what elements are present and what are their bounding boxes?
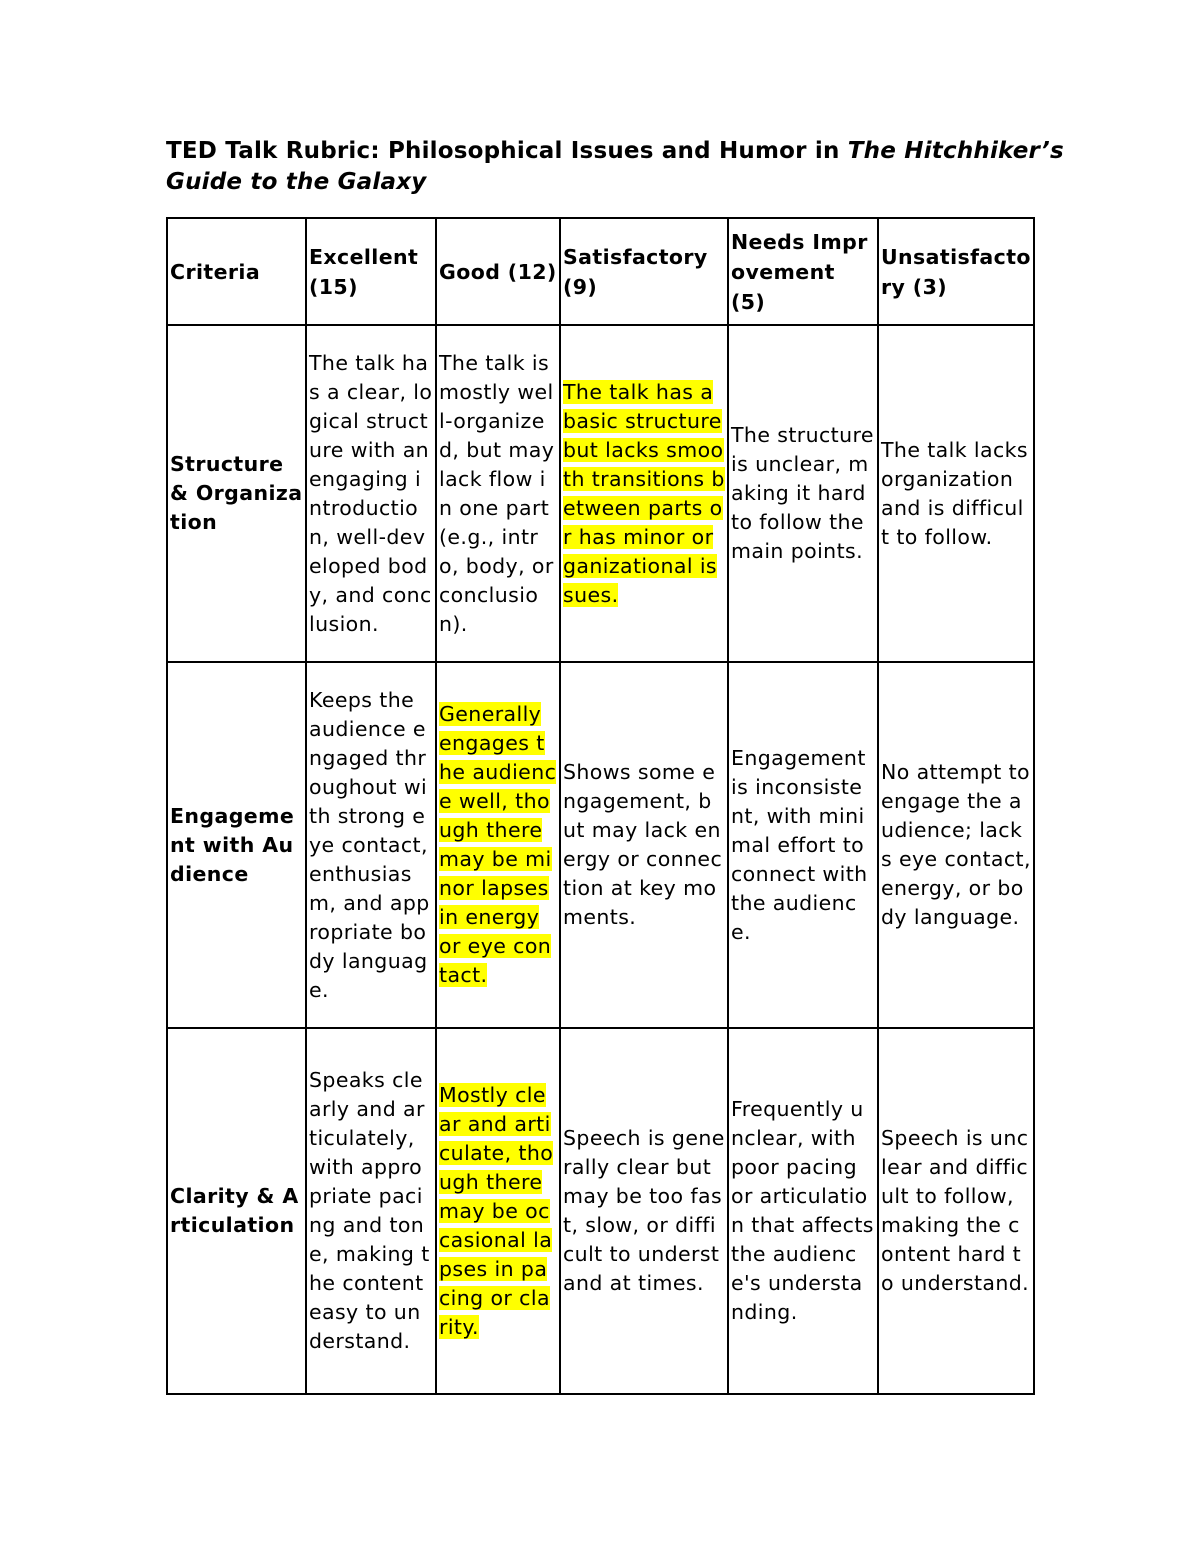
highlighted-cell-text: Generally engages the audience well, though there may be minor lapses in energy or eye contact.	[439, 702, 557, 987]
cell-unsatisfactory	[878, 662, 1034, 1028]
cell-needs-improvement	[728, 1028, 878, 1394]
cell-text: Engagement is inconsistent, with minimal effort to connect with the audience.	[731, 745, 868, 944]
cell-unsatisfactory	[878, 1028, 1034, 1394]
table-row	[167, 1028, 1034, 1394]
criterion-structure: Structure & Organization	[167, 325, 306, 662]
rubric-table	[166, 217, 1035, 1395]
cell-text: The talk has a clear, logical structure with an engaging introduction, well-developed body, and conclusion.	[309, 350, 433, 636]
criterion-clarity: Clarity & Articulation	[167, 1028, 306, 1394]
cell-needs-improvement	[728, 662, 878, 1028]
cell-good	[436, 662, 560, 1028]
cell-satisfactory	[560, 325, 728, 662]
table-header-row	[167, 218, 1034, 325]
cell-needs-improvement	[728, 325, 878, 662]
cell-text: Frequently unclear, with poor pacing or articulation that affects the audience's understanding.	[731, 1097, 874, 1324]
header-satisfactory: Satisfactory (9)	[560, 218, 728, 325]
cell-text: Shows some engagement, but may lack energy or connection at key moments.	[563, 760, 723, 929]
cell-text: Speech is unclear and difficult to follow, making the content hard to understand.	[881, 1126, 1030, 1295]
cell-text: The talk lacks organization and is difficult to follow.	[881, 437, 1029, 549]
cell-unsatisfactory	[878, 325, 1034, 662]
cell-excellent	[306, 325, 436, 662]
cell-text: The structure is unclear, making it hard to follow the main points.	[731, 423, 874, 563]
cell-text: The talk is mostly well-organized, but may lack flow in one part (e.g., intro, body, or conclusion).	[439, 350, 555, 636]
table-row	[167, 325, 1034, 662]
highlighted-cell-text: Mostly clear and articulate, though there may be occasional lapses in pacing or clarity.	[439, 1082, 554, 1339]
cell-satisfactory	[560, 662, 728, 1028]
cell-text: Speaks clearly and articulately, with appropriate pacing and tone, making the content easy to understand.	[309, 1068, 430, 1353]
header-excellent: Excellent (15)	[306, 218, 436, 325]
header-good: Good (12)	[436, 218, 560, 325]
cell-text: No attempt to engage the audience; lacks eye contact, energy, or body language.	[881, 760, 1031, 929]
table-row	[167, 662, 1034, 1028]
cell-good	[436, 1028, 560, 1394]
document-title	[166, 136, 1066, 198]
highlighted-cell-text: The talk has a basic structure but lacks smooth transitions between parts or has minor organizational issues.	[563, 379, 725, 607]
cell-excellent	[306, 1028, 436, 1394]
cell-text: Keeps the audience engaged throughout with strong eye contact, enthusiasm, and appropriate body language.	[309, 687, 430, 1002]
title-book-name: The Hitchhiker’s Guide to the Galaxy	[166, 138, 1064, 195]
cell-satisfactory	[560, 1028, 728, 1394]
header-unsatisfactory: Unsatisfactory (3)	[878, 218, 1034, 325]
title-text: TED Talk Rubric: Philosophical Issues and Humor in	[166, 138, 848, 164]
cell-text: Speech is generally clear but may be too fast, slow, or difficult to understand at times.	[563, 1126, 725, 1295]
criterion-engagement: Engagement with Audience	[167, 662, 306, 1028]
header-criteria: Criteria	[167, 218, 306, 325]
cell-good	[436, 325, 560, 662]
cell-excellent	[306, 662, 436, 1028]
header-needs-improvement: Needs Improvement (5)	[728, 218, 878, 325]
